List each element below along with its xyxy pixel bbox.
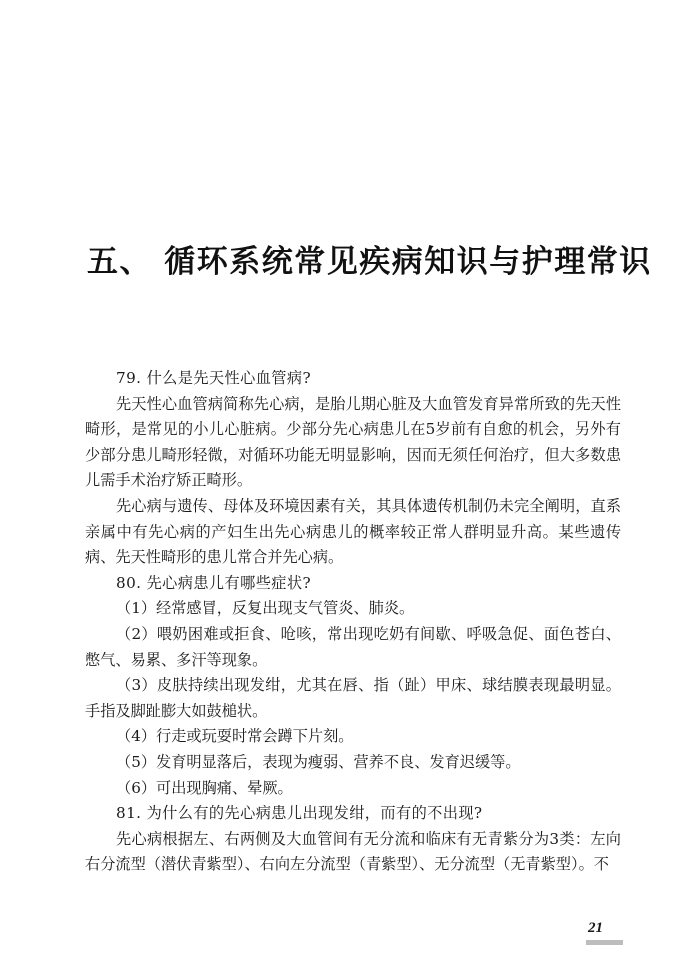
question-79: 79. 什么是先天性心血管病? [116, 369, 311, 387]
chapter-title: 五、 循环系统常见疾病知识与护理常识 [87, 244, 652, 280]
list-item: （2）喂奶困难或拒食、呛咳，常出现吃奶有间歇、呼吸急促、面色苍白、憋气、易累、多汗等现象。 [85, 624, 621, 669]
list-item: （6）可出现胸痛、晕厥。 [116, 778, 293, 797]
paragraph: 先心病与遗传、母体及环境因素有关，其具体遗传机制仍未完全阐明，直系亲属中有先心病的产妇生出先心病患儿的概率较正常人群明显升高。某些遗传病、先天性畸形的患儿常合并先心病。 [85, 496, 621, 567]
page-content [85, 366, 621, 878]
page-number-bar [586, 940, 623, 945]
list-item: （5）发育明显落后，表现为瘦弱、营养不良、发育迟缓等。 [116, 752, 521, 771]
paragraph: 先心病根据左、右两侧及大血管间有无分流和临床有无青紫分为3类：左向右分流型（潜伏青紫型）、右向左分流型（青紫型）、无分流型（无青紫型）。不 [85, 829, 621, 874]
question-80: 80. 先心病患儿有哪些症状? [116, 573, 311, 592]
question-81: 81. 为什么有的先心病患儿出现发绀，而有的不出现? [116, 804, 483, 823]
list-item: （4）行走或玩耍时常会蹲下片刻。 [116, 727, 354, 746]
list-item: （3）皮肤持续出现发绀，尤其在唇、指（趾）甲床、球结膜表现最明显。手指及脚趾膨大如鼓槌状。 [85, 676, 621, 720]
page-number: 21 [588, 920, 603, 936]
paragraph: 先天性心血管病简称先心病，是胎儿期心脏及大血管发育异常所致的先天性畸形，是常见的小儿心脏病。少部分先心病患儿在5岁前有自愈的机会，另外有少部分患儿畸形轻微，对循环功能无明显影响，因而无须任何治疗，但大多数患儿需手术治疗矫正畸形。 [85, 394, 621, 490]
list-item: （1）经常感冒，反复出现支气管炎、肺炎。 [116, 599, 415, 618]
